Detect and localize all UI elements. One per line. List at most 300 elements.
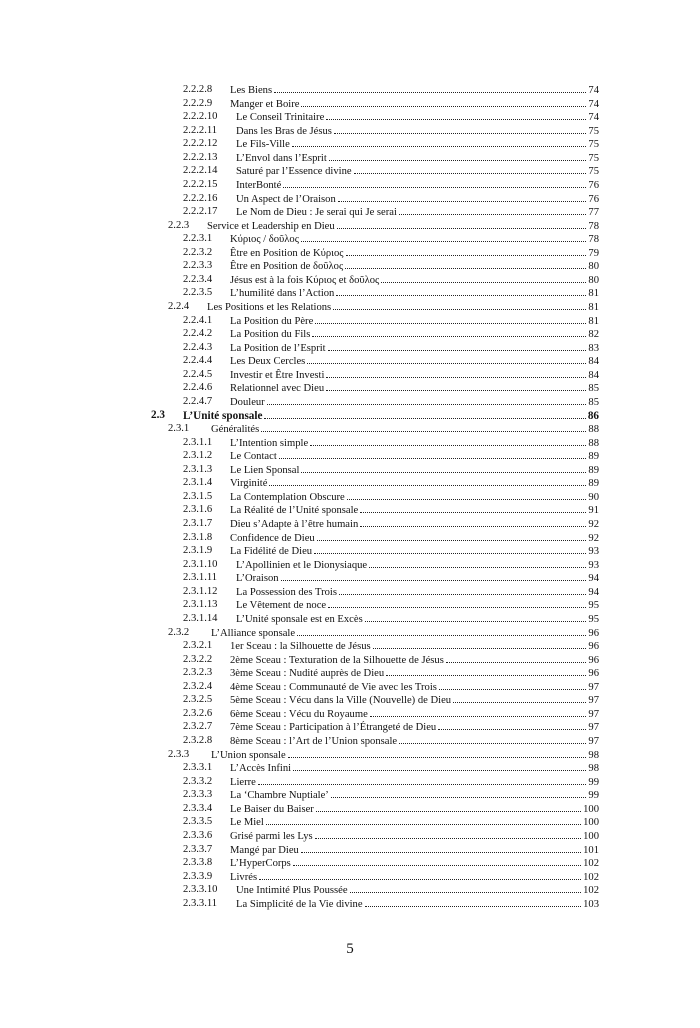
toc-entry-title: Mangé par Dieu (230, 844, 299, 856)
toc-entry-page: 89 (588, 464, 599, 476)
toc-entry-title-line (230, 829, 599, 844)
toc-entry-number: 2.2.2.17 (183, 206, 218, 218)
toc-entry-title: Dans les Bras de Jésus (236, 125, 332, 137)
toc-entry-title-line (230, 490, 599, 505)
toc-entry-page: 79 (588, 247, 599, 259)
dot-leader (354, 164, 587, 174)
toc-entry[interactable] (0, 666, 700, 680)
dot-leader (267, 395, 587, 405)
toc-entry-number: 2.3.2.6 (183, 707, 213, 719)
toc-entry[interactable] (0, 476, 700, 490)
toc-entry-page: 74 (588, 112, 599, 124)
toc-entry-number: 2.2.2.13 (183, 151, 218, 163)
toc-entry[interactable] (0, 612, 700, 626)
dot-leader (386, 666, 586, 676)
toc-entry-page: 83 (588, 342, 599, 354)
toc-entry[interactable] (0, 897, 700, 911)
toc-entry-number: 2.3.1.4 (183, 477, 213, 489)
toc-entry-number: 2.3.1 (168, 423, 190, 435)
toc-entry-title: Les Deux Cercles (230, 356, 306, 368)
toc-entry[interactable] (0, 531, 700, 545)
dot-leader (326, 110, 586, 120)
dot-leader (347, 490, 587, 500)
toc-entry-title: 8ème Sceau : l’Art de l’Union sponsale (230, 736, 398, 747)
toc-entry-title: Le Nom de Dieu : Je serai qui Je serai (236, 207, 397, 219)
toc-entry-title-line (230, 314, 599, 329)
toc-entry-title: 1er Sceau : la Silhouette de Jésus (230, 641, 371, 653)
dot-leader (301, 232, 586, 242)
toc-entry[interactable] (0, 585, 700, 599)
toc-entry-title-line (230, 720, 599, 735)
toc-entry[interactable] (0, 856, 700, 870)
toc-entry-number: 2.3.1.10 (183, 558, 218, 570)
toc-entry-title: Une Intimité Plus Poussée (236, 885, 348, 897)
toc-entry-title-line (211, 422, 599, 437)
toc-entry-title: Service et Leadership en Dieu (207, 220, 335, 232)
toc-entry-number: 2.3.1.9 (183, 545, 213, 557)
toc-entry-page: 80 (588, 274, 599, 286)
dot-leader (283, 178, 586, 188)
toc-entry-number: 2.2.3.4 (183, 273, 213, 285)
toc-entry-title: La Position du Père (230, 315, 314, 327)
toc-entry-number: 2.3.1.13 (183, 599, 218, 611)
toc-entry-title-line (230, 856, 599, 871)
toc-entry-page: 96 (588, 627, 599, 639)
dot-leader (316, 802, 581, 812)
toc-entry-title: 2ème Sceau : Texturation de la Silhouette de Jésus (230, 654, 444, 666)
toc-entry-number: 2.2.2.16 (183, 192, 218, 204)
toc-entry-title: Virginité (230, 478, 268, 490)
toc-entry-page: 85 (588, 396, 599, 408)
dot-leader (365, 897, 582, 907)
toc-entry[interactable] (0, 409, 700, 423)
dot-leader (261, 422, 586, 432)
toc-entry-number: 2.3.1.8 (183, 531, 213, 543)
dot-leader (346, 246, 587, 256)
toc-entry[interactable] (0, 259, 700, 273)
toc-entry-number: 2.2.2.15 (183, 178, 218, 190)
toc-entry-page: 82 (588, 329, 599, 341)
toc-entry-title: La ‘Chambre Nuptiale’ (230, 790, 329, 802)
toc-entry-title-line (230, 761, 599, 776)
toc-entry[interactable] (0, 449, 700, 463)
toc-entry-title: Les Biens (230, 85, 273, 96)
toc-entry[interactable] (0, 164, 700, 178)
toc-entry-page: 97 (588, 681, 599, 693)
toc-entry-title-line (230, 775, 599, 790)
toc-entry-title: Confidence de Dieu (230, 532, 315, 544)
toc-entry[interactable] (0, 192, 700, 206)
toc-entry-page: 99 (588, 790, 599, 802)
toc-entry[interactable] (0, 788, 700, 802)
toc-entry-number: 2.3 (151, 408, 165, 421)
toc-entry-title-line (230, 531, 599, 546)
toc-entry-title: L’Unité sponsale est en Excès (236, 613, 363, 625)
toc-entry-title: La Simplicité de la Vie divine (236, 898, 363, 910)
toc-entry-title: Relationnel avec Dieu (230, 383, 325, 395)
toc-entry[interactable] (0, 639, 700, 653)
toc-entry-page: 90 (588, 491, 599, 503)
toc-entry-number: 2.3.2.3 (183, 667, 213, 679)
toc-entry-title: InterBonté (236, 179, 282, 191)
toc-entry-number: 2.2.2.14 (183, 165, 218, 177)
dot-leader (315, 829, 581, 839)
toc-entry[interactable] (0, 734, 700, 748)
toc-entry-title: Le Miel (230, 817, 264, 829)
toc-entry-number: 2.3.3.2 (183, 775, 213, 787)
toc-entry[interactable] (0, 775, 700, 789)
toc-entry[interactable] (0, 246, 700, 260)
toc-entry-number: 2.2.2.10 (183, 111, 218, 123)
toc-entry-title-line (236, 137, 599, 152)
toc-entry-title: L’Intention simple (230, 437, 309, 449)
toc-entry-number: 2.3.1.1 (183, 436, 213, 448)
toc-entry-page: 100 (583, 830, 599, 842)
toc-entry-number: 2.2.4 (168, 301, 190, 312)
dot-leader (334, 124, 586, 134)
toc-entry-title: Le Vêtement de noce (236, 600, 327, 612)
toc-entry-title-line (230, 843, 599, 858)
toc-entry[interactable] (0, 178, 700, 192)
toc-entry-title: 4ème Sceau : Communauté de Vie avec les Trois (230, 681, 437, 693)
toc-entry-page: 96 (588, 641, 599, 653)
dot-leader (369, 558, 586, 568)
dot-leader (301, 843, 581, 853)
toc-entry-title-line (230, 639, 599, 654)
dot-leader (360, 517, 586, 527)
toc-entry-title-line (230, 680, 599, 695)
toc-entry[interactable] (0, 232, 700, 246)
toc-entry-title-line (236, 205, 599, 220)
dot-leader (453, 693, 586, 703)
toc-entry-page: 76 (588, 193, 599, 205)
toc-entry-page: 81 (588, 302, 599, 313)
toc-entry-title-line (183, 409, 599, 424)
toc-entry[interactable] (0, 124, 700, 138)
toc-entry-title: 6ème Sceau : Vécu du Royaume (230, 708, 368, 720)
toc-entry-page: 84 (588, 356, 599, 368)
dot-leader (326, 368, 586, 378)
dot-leader (279, 449, 587, 459)
toc-entry[interactable] (0, 761, 700, 775)
toc-entry-title: Livrés (230, 871, 258, 883)
toc-entry-title: Les Positions et les Relations (207, 302, 332, 313)
toc-entry-number: 2.2.2.9 (183, 97, 213, 109)
toc-entry-title-line (236, 558, 599, 573)
toc-entry-title: La Réalité de l’Unité sponsale (230, 505, 359, 517)
toc-entry-page: 74 (588, 85, 599, 96)
toc-entry-number: 2.3.2.7 (183, 721, 213, 733)
toc-entry-title-line (236, 897, 599, 912)
toc-entry-title: Investir et Être Investi (230, 369, 325, 381)
toc-entry-page: 92 (588, 532, 599, 544)
dot-leader (333, 300, 586, 310)
toc-entry[interactable] (0, 381, 700, 395)
toc-entry-title-line (230, 232, 599, 247)
dot-leader (312, 327, 586, 337)
toc-entry[interactable] (0, 327, 700, 341)
toc-entry[interactable] (0, 395, 700, 409)
toc-entry[interactable] (0, 341, 700, 355)
toc-entry-title: Douleur (230, 396, 265, 408)
toc-entry[interactable] (0, 422, 700, 436)
toc-entry-title: Le Baiser du Baiser (230, 803, 314, 815)
toc-entry-title-line (211, 626, 599, 641)
toc-entry-title: La Fidélité de Dieu (230, 546, 313, 558)
dot-leader (439, 680, 587, 690)
toc-entry-page: 77 (588, 207, 599, 219)
toc-entry-title: Un Aspect de l’Oraison (236, 193, 336, 205)
dot-leader (329, 151, 587, 161)
toc-entry-title-line (211, 748, 599, 763)
toc-entry[interactable] (0, 707, 700, 721)
toc-entry[interactable] (0, 205, 700, 219)
toc-entry[interactable] (0, 368, 700, 382)
toc-entry[interactable] (0, 110, 700, 124)
toc-entry[interactable] (0, 843, 700, 857)
toc-entry-title: L’Accès Infini (230, 763, 292, 775)
toc-entry-page: 74 (588, 98, 599, 110)
toc-entry-number: 2.2.2.11 (183, 124, 218, 136)
toc-entry-page: 99 (588, 776, 599, 788)
toc-entry-title: La Contemplation Obscure (230, 491, 345, 503)
toc-entry-title: L’Unité sponsale (183, 409, 263, 422)
toc-entry-page: 81 (588, 315, 599, 327)
toc-entry-title-line (230, 259, 599, 274)
toc-entry[interactable] (0, 490, 700, 504)
toc-entry-page: 92 (588, 519, 599, 530)
toc-entry[interactable] (0, 137, 700, 151)
dot-leader (293, 856, 581, 866)
dot-leader (328, 341, 587, 351)
toc-entry-page: 76 (588, 179, 599, 191)
toc-entry-number: 2.3.3.6 (183, 829, 213, 841)
toc-entry-number: 2.3.1.12 (183, 585, 218, 597)
toc-entry-title-line (230, 802, 599, 817)
toc-entry-title: Être en Position de δοῦλος (230, 261, 344, 273)
dot-leader (288, 748, 587, 758)
dot-leader (264, 409, 585, 419)
dot-leader (274, 83, 586, 93)
toc-entry[interactable] (0, 558, 700, 572)
dot-leader (381, 273, 586, 283)
toc-entry[interactable] (0, 544, 700, 558)
toc-entry-number: 2.3.3.1 (183, 762, 213, 774)
toc-entry-page: 93 (588, 546, 599, 558)
toc-entry-title-line (236, 598, 599, 613)
dot-leader (446, 653, 587, 663)
toc-entry[interactable] (0, 653, 700, 667)
toc-entry[interactable] (0, 503, 700, 517)
toc-entry-title-line (230, 436, 599, 451)
toc-entry[interactable] (0, 626, 700, 640)
toc-entry[interactable] (0, 720, 700, 734)
toc-entry-page: 96 (588, 668, 599, 680)
dot-leader (336, 286, 586, 296)
toc-entry[interactable] (0, 97, 700, 111)
dot-leader (310, 436, 586, 446)
dot-leader (297, 626, 586, 636)
toc-entry-title: L’Oraison (236, 573, 279, 585)
toc-entry[interactable] (0, 571, 700, 585)
toc-entry[interactable] (0, 815, 700, 829)
toc-entry-page: 97 (588, 695, 599, 707)
toc-entry-title: L’Alliance sponsale (211, 627, 296, 639)
toc-entry-title-line (236, 124, 599, 139)
toc-entry-title: Le Lien Sponsal (230, 464, 300, 476)
toc-entry-number: 2.2.4.5 (183, 368, 213, 380)
toc-entry-title: Être en Position de Κύριος (230, 247, 344, 259)
toc-entry-title-line (230, 666, 599, 681)
toc-entry-page: 75 (588, 166, 599, 178)
toc-entry-page: 97 (588, 708, 599, 720)
toc-entry-number: 2.2.4.1 (183, 314, 213, 326)
toc-entry-number: 2.3.3 (168, 748, 190, 760)
toc-entry-page: 81 (588, 288, 599, 300)
toc-entry-title-line (230, 83, 599, 98)
dot-leader (438, 720, 586, 730)
toc-entry[interactable] (0, 300, 700, 314)
toc-entry-page: 102 (583, 858, 599, 870)
dot-leader (314, 544, 586, 554)
toc-entry-title: Manger et Boire (230, 98, 300, 110)
toc-entry[interactable] (0, 598, 700, 612)
toc-entry-number: 2.2.4.2 (183, 328, 213, 340)
toc-entry[interactable] (0, 151, 700, 165)
toc-entry[interactable] (0, 870, 700, 884)
toc-entry[interactable] (0, 273, 700, 287)
toc-entry-page: 75 (588, 139, 599, 151)
toc-entry[interactable] (0, 286, 700, 300)
toc-entry-title-line (230, 368, 599, 383)
toc-entry-number: 2.3.3.9 (183, 870, 213, 882)
toc-entry-page: 78 (588, 234, 599, 246)
toc-entry-page: 89 (588, 451, 599, 463)
toc-entry[interactable] (0, 463, 700, 477)
dot-leader (360, 503, 586, 513)
toc-entry-number: 2.2.4.7 (183, 395, 213, 407)
toc-entry-title-line (236, 164, 599, 179)
toc-entry-page: 103 (583, 898, 599, 910)
table-of-contents (0, 83, 700, 910)
toc-entry-title-line (230, 544, 599, 559)
toc-entry-number: 2.3.2.1 (183, 640, 213, 652)
dot-leader (365, 612, 587, 622)
toc-entry-page: 75 (588, 152, 599, 164)
toc-entry-title-line (230, 870, 599, 885)
toc-entry-page: 86 (587, 409, 599, 422)
toc-entry-title: Le Fils-Ville (236, 139, 290, 151)
toc-entry-page: 101 (583, 844, 599, 856)
toc-entry-number: 2.3.2 (168, 626, 190, 638)
dot-leader (307, 354, 586, 364)
dot-leader (331, 788, 587, 798)
toc-entry[interactable] (0, 748, 700, 762)
toc-entry-title-line (236, 178, 599, 193)
dot-leader (328, 598, 586, 608)
toc-entry-number: 2.2.3.5 (183, 287, 213, 299)
dot-leader (399, 734, 586, 744)
toc-entry-title-line (230, 449, 599, 464)
toc-entry-title-line (236, 883, 599, 898)
toc-entry[interactable] (0, 829, 700, 843)
toc-entry-number: 2.3.3.7 (183, 843, 213, 855)
toc-entry[interactable] (0, 517, 700, 531)
dot-leader (269, 476, 586, 486)
dot-leader (370, 707, 587, 717)
toc-entry[interactable] (0, 314, 700, 328)
toc-entry[interactable] (0, 219, 700, 233)
dot-leader (292, 137, 587, 147)
toc-entry-title: 5ème Sceau : Vécu dans la Ville (Nouvelle) de Dieu (230, 695, 452, 707)
dot-leader (339, 585, 586, 595)
toc-entry-title: Jésus est à la fois Κύριος et δοῦλος (230, 274, 380, 286)
toc-entry-number: 2.3.2.4 (183, 680, 213, 692)
toc-entry-page: 88 (588, 437, 599, 449)
toc-entry[interactable] (0, 83, 700, 97)
toc-entry[interactable] (0, 883, 700, 897)
toc-entry-title-line (230, 395, 599, 410)
toc-entry-number: 2.3.3.3 (183, 789, 213, 801)
toc-entry-title-line (230, 517, 599, 532)
dot-leader (315, 314, 586, 324)
toc-entry[interactable] (0, 680, 700, 694)
toc-entry-title-line (236, 612, 599, 627)
toc-entry-title: Κύριος / δοῦλος (230, 234, 299, 246)
toc-entry-title: La Possession des Trois (236, 586, 337, 598)
toc-entry-title-line (207, 300, 599, 315)
toc-entry-number: 2.2.4.4 (183, 355, 213, 367)
toc-entry-title-line (230, 707, 599, 722)
dot-leader (337, 219, 587, 229)
toc-entry-number: 2.2.2.8 (183, 84, 213, 95)
toc-entry-title-line (230, 693, 599, 708)
toc-entry-number: 2.3.1.3 (183, 463, 213, 475)
toc-entry[interactable] (0, 693, 700, 707)
toc-entry-number: 2.3.3.8 (183, 857, 213, 869)
toc-entry-title: L’Union sponsale (211, 749, 286, 761)
toc-entry[interactable] (0, 802, 700, 816)
dot-leader (317, 531, 587, 541)
toc-entry-number: 2.2.3.3 (183, 260, 213, 272)
toc-entry-title-line (230, 503, 599, 518)
toc-entry-number: 2.2.3.1 (183, 233, 213, 245)
dot-leader (350, 883, 582, 893)
toc-entry-page: 85 (588, 383, 599, 395)
toc-entry-page: 75 (588, 125, 599, 137)
toc-entry-title: Généralités (211, 424, 260, 436)
toc-entry-title-line (236, 192, 599, 207)
toc-entry[interactable] (0, 436, 700, 450)
toc-entry[interactable] (0, 354, 700, 368)
toc-entry-page: 80 (588, 261, 599, 273)
toc-entry-title-line (230, 734, 599, 749)
toc-entry-page: 78 (588, 220, 599, 232)
toc-entry-number: 2.2.4.3 (183, 341, 213, 353)
toc-entry-page: 98 (588, 749, 599, 761)
toc-entry-title: L’Apollinien et le Dionysiaque (236, 559, 368, 571)
dot-leader (373, 639, 587, 649)
toc-entry-number: 2.3.3.10 (183, 884, 218, 896)
toc-entry-number: 2.2.2.12 (183, 138, 218, 150)
dot-leader (259, 870, 581, 880)
toc-entry-title-line (230, 286, 599, 301)
dot-leader (258, 775, 587, 785)
toc-entry-title: Saturé par l’Essence divine (236, 166, 352, 178)
toc-entry-title: La Position du Fils (230, 329, 311, 341)
dot-leader (293, 761, 586, 771)
toc-entry-title: L’Envol dans l’Esprit (236, 152, 327, 164)
